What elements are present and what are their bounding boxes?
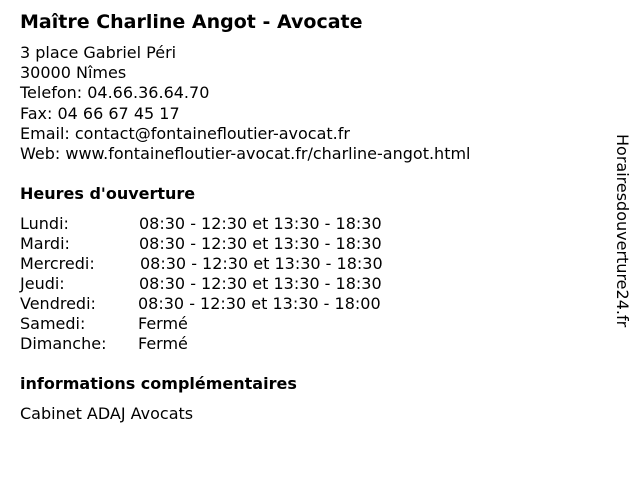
fax-number: Fax: 04 66 67 45 17 xyxy=(20,103,180,123)
day-hours: Fermé xyxy=(138,334,188,353)
additional-info-text: Cabinet ADAJ Avocats xyxy=(20,404,194,423)
address-street: 3 place Gabriel Péri xyxy=(20,43,177,62)
site-watermark: Horairesdouverture24.fr xyxy=(613,134,632,328)
day-hours: Fermé xyxy=(138,314,188,333)
opening-hours-heading: Heures d'ouverture xyxy=(20,184,196,203)
day-label: Dimanche: xyxy=(20,334,107,353)
day-label: Mardi: xyxy=(20,234,70,253)
day-hours: 08:30 - 12:30 et 13:30 - 18:30 xyxy=(139,274,382,293)
day-label: Lundi: xyxy=(20,214,69,233)
additional-info-heading: informations complémentaires xyxy=(20,374,297,393)
address-city: 30000 Nîmes xyxy=(20,63,127,83)
day-label: Samedi: xyxy=(20,314,86,333)
day-label: Mercredi: xyxy=(20,254,95,273)
email-address: Email: contact@fontainefloutier-avocat.fr xyxy=(20,123,350,143)
day-hours: 08:30 - 12:30 et 13:30 - 18:30 xyxy=(139,234,382,253)
page-title: Maître Charline Angot - Avocate xyxy=(20,11,363,33)
phone-number: Telefon: 04.66.36.64.70 xyxy=(20,83,210,103)
day-hours: 08:30 - 12:30 et 13:30 - 18:00 xyxy=(138,294,381,313)
day-label: Vendredi: xyxy=(20,294,96,313)
day-hours: 08:30 - 12:30 et 13:30 - 18:30 xyxy=(139,214,382,233)
contact-block xyxy=(20,43,471,164)
day-hours: 08:30 - 12:30 et 13:30 - 18:30 xyxy=(140,254,383,273)
website-url: Web: www.fontainefloutier-avocat.fr/charline-angot.html xyxy=(20,143,471,163)
day-label: Jeudi: xyxy=(20,274,65,293)
